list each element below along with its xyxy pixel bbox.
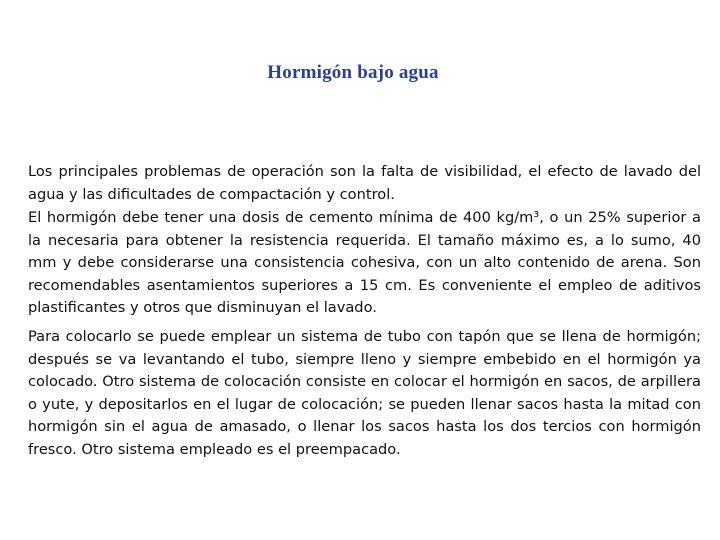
paragraph-placement-methods: Para colocarlo se puede emplear un sistema de tubo con tapón que se llena de hormigón; después se va levantando el tubo, siempre lleno y siempre embebido en el hormigón ya colocado. Otro sistema de colocación consiste en colocar el hormigón en sacos, de arpillera o yute, y depositarlos en el lugar de colocación; se pueden llenar sacos hasta la mitad con hormigón sin el agua de amasado, o llenar los sacos hasta los dos tercios con hormigón fresco. Otro sistema empleado es el preempacado. (28, 328, 701, 458)
paragraph-operation-problems: Los principales problemas de operación son la falta de visibilidad, el efecto de lavado del agua y las dificultades de compactación y control. (28, 163, 701, 203)
paragraph-mix-requirements: El hormigón debe tener una dosis de cemento mínima de 400 kg/m³, o un 25% superior a la necesaria para obtener la resistencia requerida. El tamaño máximo es, a lo sumo, 40 mm y debe considerarse una consistencia cohesiva, con un alto contenido de arena. Son recomendables asentamientos superiores a 15 cm. Es conveniente el empleo de aditivos plastificantes y otros que disminuyan el lavado. (28, 209, 701, 317)
slide-title: Hormigón bajo agua (267, 62, 439, 83)
